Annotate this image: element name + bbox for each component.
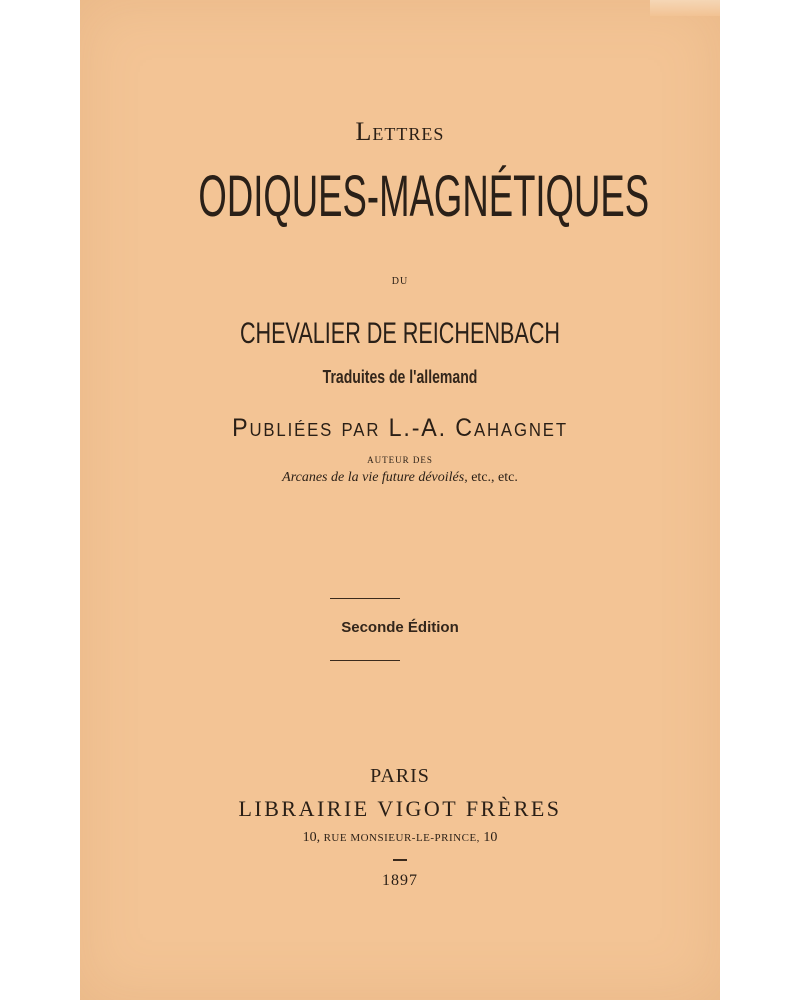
imprint-city: PARIS	[370, 765, 430, 787]
previous-work-suffix: , etc., etc.	[464, 470, 518, 485]
translation-note: Traduites de l'allemand	[322, 367, 478, 387]
imprint-publisher: LIBRAIRIE VIGOT FRÈRES	[238, 796, 562, 821]
imprint-year: 1897	[382, 872, 418, 889]
paper-wear	[650, 0, 720, 16]
connector-du: DU	[391, 276, 409, 287]
imprint-dash	[393, 859, 407, 861]
heading-lettres: Lettres	[355, 117, 445, 146]
edition-rule-top	[330, 598, 400, 599]
address-street: RUE MONSIEUR-LE-PRINCE,	[323, 832, 480, 844]
edition-rule-bottom	[330, 660, 400, 661]
author-of-label: AUTEUR DES	[367, 455, 433, 465]
address-number-left: 10,	[302, 830, 321, 845]
main-title: ODIQUES-MAGNÉTIQUES	[198, 164, 650, 229]
previous-work-title: Arcanes de la vie future dévoilés	[282, 470, 465, 485]
address-number-right: 10	[483, 830, 498, 845]
author-name: CHEVALIER DE REICHENBACH	[239, 317, 561, 350]
edition-label: Seconde Édition	[341, 619, 459, 636]
title-page	[80, 0, 720, 1000]
previous-work	[80, 470, 720, 486]
imprint-address	[80, 830, 720, 846]
publisher-credit: Publiées par L.-A. Cahagnet	[232, 414, 568, 442]
